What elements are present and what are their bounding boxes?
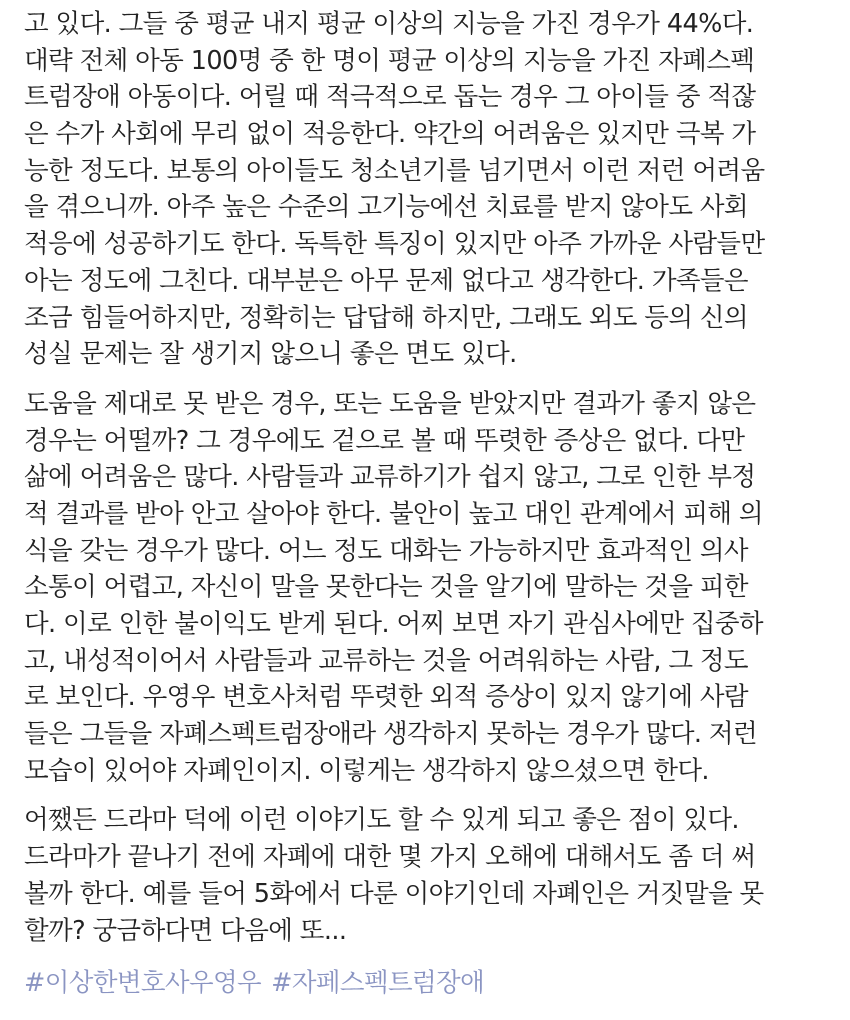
text-line: 도움을 제대로 못 받은 경우, 또는 도움을 받았지만 결과가 좋지 않은	[24, 388, 756, 419]
text-line: 어쨌든 드라마 덕에 이런 이야기도 할 수 있게 되고 좋은 점이 있다.	[24, 805, 739, 836]
text-line: 드라마가 끝나기 전에 자폐에 대한 몇 가지 오해에 대해서도 좀 더 써	[24, 842, 756, 873]
hashtag-link-0[interactable]: #이상한변호사우영우	[24, 968, 262, 999]
text-line: 다. 이로 인한 불이익도 받게 된다. 어찌 보면 자기 관심사에만 집중하	[24, 609, 763, 639]
text-line: 고 있다. 그들 중 평균 내지 평균 이상의 지능을 가진 경우가 44%다.	[24, 9, 754, 39]
text-line: 경우는 어떨까? 그 경우에도 겉으로 볼 때 뚜렷한 증상은 없다. 다만	[24, 425, 745, 456]
text-line: 고, 내성적이어서 사람들과 교류하는 것을 어려워하는 사람, 그 정도	[24, 645, 748, 676]
text-line: 트럼장애 아동이다. 어릴 때 적극적으로 돕는 경우 그 아이들 중 적잖	[24, 82, 756, 113]
text-line: 로 보인다. 우영우 변호사처럼 뚜렷한 외적 증상이 있지 않기에 사람	[24, 682, 748, 713]
text-line: 적 결과를 받아 안고 살아야 한다. 불안이 높고 대인 관계에서 피해 의	[24, 498, 763, 529]
text-line: 능한 정도다. 보통의 아이들도 청소년기를 넘기면서 이런 저런 어려움	[24, 155, 765, 186]
post-paragraph	[24, 386, 830, 790]
text-line: 아는 정도에 그친다. 대부분은 아무 문제 없다고 생각한다. 가족들은	[24, 265, 748, 296]
text-line: 조금 힘들어하지만, 정확히는 답답해 하지만, 그래도 외도 등의 신의	[24, 302, 748, 333]
post-paragraph	[24, 6, 830, 373]
text-line: 볼까 한다. 예를 들어 5화에서 다룬 이야기인데 자폐인은 거짓말을 못	[24, 878, 764, 909]
text-line: 모습이 있어야 자폐인이지. 이렇게는 생각하지 않으셨으면 한다.	[24, 755, 709, 786]
text-line: 은 수가 사회에 무리 없이 적응한다. 약간의 어려움은 있지만 극복 가	[24, 119, 756, 150]
text-line: 성실 문제는 잘 생기지 않으니 좋은 면도 있다.	[24, 339, 517, 370]
hashtag-row	[24, 965, 830, 1001]
post-paragraphs	[24, 6, 830, 949]
text-line: 을 겪으니까. 아주 높은 수준의 고기능에선 치료를 받지 않아도 사회	[24, 192, 748, 223]
post-paragraph	[24, 802, 830, 949]
text-line: 적응에 성공하기도 한다. 독특한 특징이 있지만 아주 가까운 사람들만	[24, 229, 765, 260]
text-line: 삶에 어려움은 많다. 사람들과 교류하기가 쉽지 않고, 그로 인한 부정	[24, 462, 756, 493]
text-line: 식을 갖는 경우가 많다. 어느 정도 대화는 가능하지만 효과적인 의사	[24, 535, 748, 566]
text-line: 소통이 어렵고, 자신이 말을 못한다는 것을 알기에 말하는 것을 피한	[24, 572, 748, 603]
text-line: 할까? 궁금하다면 다음에 또...	[24, 915, 347, 946]
text-line: 대략 전체 아동 100명 중 한 명이 평균 이상의 지능을 가진 자폐스펙	[24, 45, 755, 76]
hashtag-link-1[interactable]: #자페스펙트럼장애	[271, 968, 485, 999]
text-line: 들은 그들을 자폐스펙트럼장애라 생각하지 못하는 경우가 많다. 저런	[24, 719, 757, 750]
